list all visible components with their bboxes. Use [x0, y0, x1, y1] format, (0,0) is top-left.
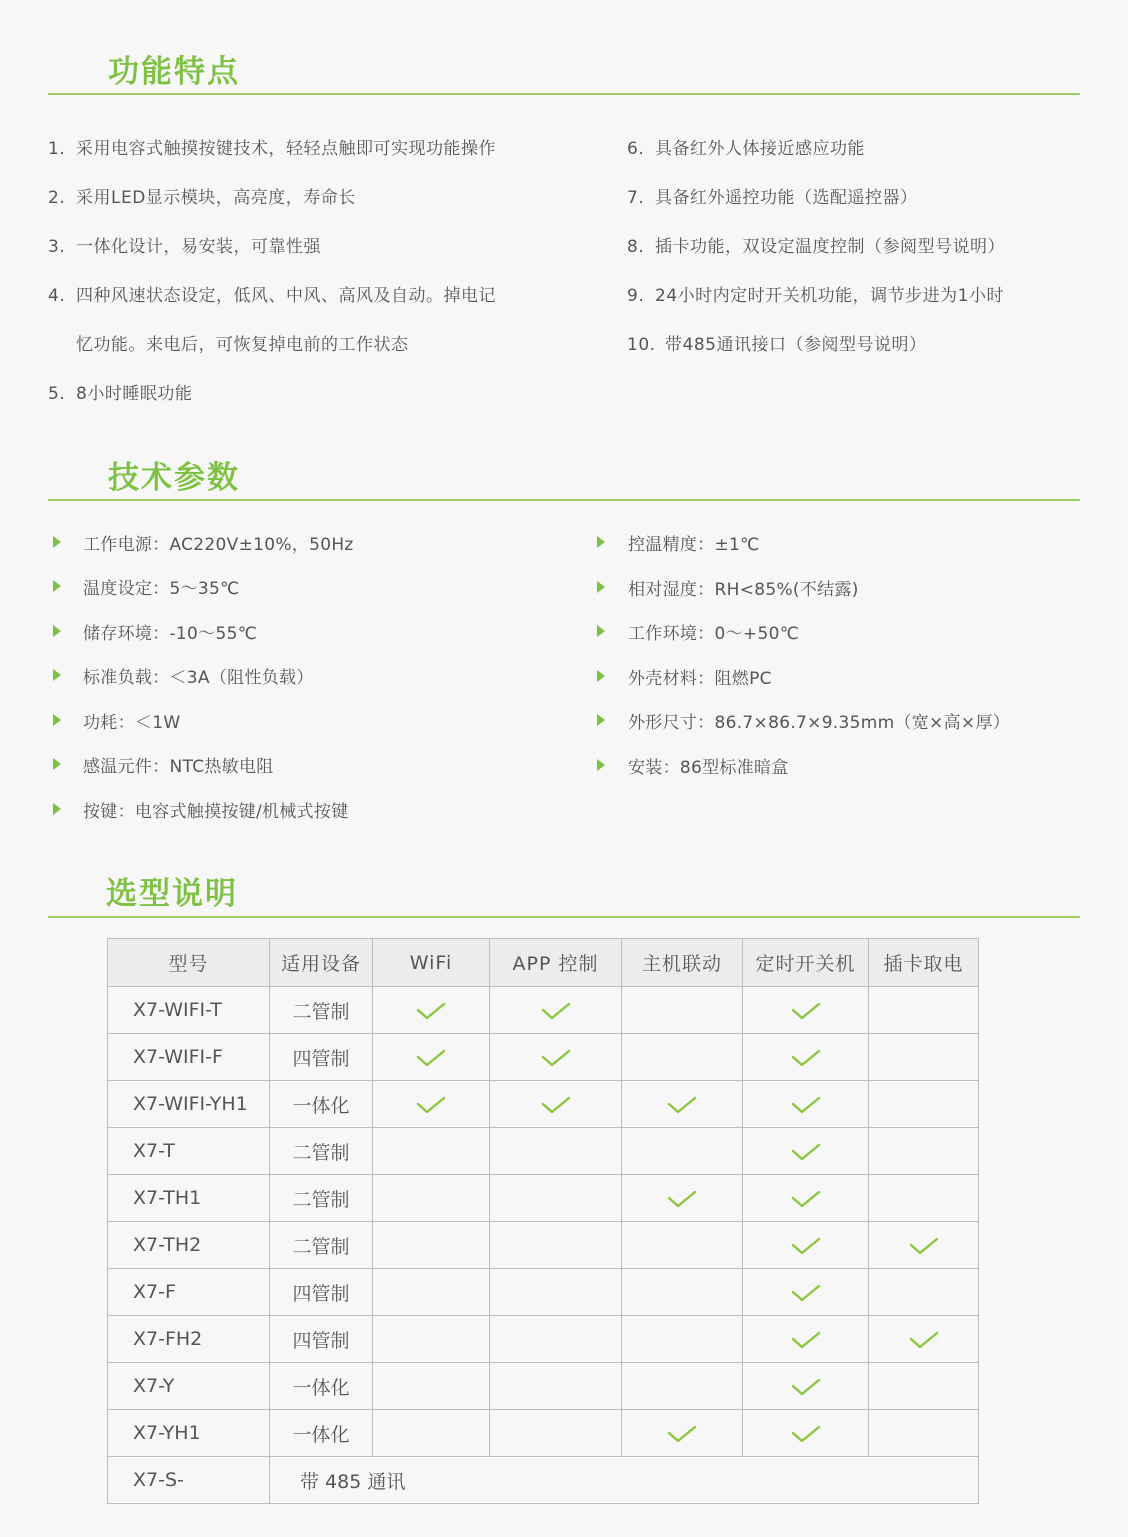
- feature-item-8: 8. 插卡功能，双设定温度控制（参阅型号说明）: [627, 237, 1005, 257]
- feature-cell: [869, 1175, 979, 1222]
- device-cell: 二管制: [270, 1175, 373, 1222]
- feature-cell: [869, 1316, 979, 1363]
- feature-cell: [373, 1034, 490, 1081]
- feature-item-5: 5. 8小时睡眠功能: [48, 384, 193, 404]
- table-row: [108, 1410, 979, 1457]
- spec-material: 外壳材料：阻燃PC: [628, 669, 772, 689]
- feature-item-9: 9. 24小时内定时开关机功能，调节步进为1小时: [627, 286, 1004, 306]
- feature-item-3: 3. 一体化设计，易安装，可靠性强: [48, 237, 321, 257]
- model-cell: X7-T: [108, 1128, 270, 1175]
- model-cell: X7-Y: [108, 1363, 270, 1410]
- device-cell: 四管制: [270, 1034, 373, 1081]
- feature-cell: [490, 1222, 622, 1269]
- bullet-icon: [597, 581, 605, 593]
- feature-cell: [622, 1175, 743, 1222]
- selection-title: 选型说明: [106, 876, 238, 912]
- device-cell: 四管制: [270, 1269, 373, 1316]
- check-icon: [791, 1377, 821, 1397]
- feature-cell: [490, 1175, 622, 1222]
- feature-cell: [743, 1363, 869, 1410]
- bullet-icon: [53, 714, 61, 726]
- table-row: [108, 1034, 979, 1081]
- feature-cell: [490, 987, 622, 1034]
- header-device: 适用设备: [270, 939, 373, 987]
- model-cell: X7-WIFI-YH1: [108, 1081, 270, 1128]
- check-icon: [791, 1189, 821, 1209]
- feature-cell: [373, 1222, 490, 1269]
- feature-cell: [743, 1410, 869, 1457]
- feature-cell: [622, 1034, 743, 1081]
- feature-cell: [373, 1128, 490, 1175]
- feature-cell: [869, 1128, 979, 1175]
- feature-item-6: 6. 具备红外人体接近感应功能: [627, 139, 865, 159]
- spec-dimensions: 外形尺寸：86.7×86.7×9.35mm（宽×高×厚）: [628, 713, 1011, 733]
- bullet-icon: [53, 625, 61, 637]
- check-icon: [791, 1142, 821, 1162]
- device-cell: 二管制: [270, 1128, 373, 1175]
- feature-cell: [490, 1363, 622, 1410]
- table-row: [108, 1363, 979, 1410]
- model-cell: X7-WIFI-F: [108, 1034, 270, 1081]
- spec-sensor: 感温元件：NTC热敏电阻: [83, 757, 274, 777]
- bullet-icon: [53, 536, 61, 548]
- feature-item-4: 4. 四种风速状态设定，低风、中风、高风及自动。掉电记: [48, 286, 496, 306]
- feature-cell: [490, 1410, 622, 1457]
- model-cell: X7-S-: [108, 1457, 270, 1504]
- feature-cell: [622, 1269, 743, 1316]
- check-icon: [791, 1424, 821, 1444]
- feature-cell: [373, 1081, 490, 1128]
- header-timer: 定时开关机: [743, 939, 869, 987]
- table-row: [108, 1128, 979, 1175]
- table-row: [108, 1222, 979, 1269]
- feature-cell: [373, 1269, 490, 1316]
- feature-cell: [490, 1269, 622, 1316]
- check-icon: [791, 1048, 821, 1068]
- feature-item-10: 10. 带485通讯接口（参阅型号说明）: [627, 335, 927, 355]
- feature-cell: [373, 1410, 490, 1457]
- spec-accuracy: 控温精度：±1℃: [628, 535, 760, 555]
- spec-humidity: 相对湿度：RH<85%(不结露): [628, 580, 859, 600]
- feature-cell: [743, 1316, 869, 1363]
- check-icon: [791, 1236, 821, 1256]
- features-divider: [48, 93, 1080, 95]
- feature-cell: [869, 1081, 979, 1128]
- feature-item-2: 2. 采用LED显示模块，高亮度，寿命长: [48, 188, 356, 208]
- spec-installation: 安装：86型标准暗盒: [628, 758, 789, 778]
- check-icon: [791, 1330, 821, 1350]
- spec-load: 标准负载：＜3A（阻性负载）: [83, 668, 314, 688]
- model-cell: X7-FH2: [108, 1316, 270, 1363]
- feature-cell: [622, 1316, 743, 1363]
- check-icon: [416, 1095, 446, 1115]
- model-cell: X7-F: [108, 1269, 270, 1316]
- device-cell: 一体化: [270, 1410, 373, 1457]
- rs485-note-cell: 带 485 通讯: [270, 1457, 979, 1504]
- spec-power-consumption: 功耗：＜1W: [83, 713, 181, 733]
- feature-cell: [869, 1410, 979, 1457]
- feature-cell: [490, 1081, 622, 1128]
- feature-cell: [622, 1222, 743, 1269]
- bullet-icon: [597, 625, 605, 637]
- feature-cell: [622, 1081, 743, 1128]
- check-icon: [909, 1330, 939, 1350]
- feature-cell: [373, 1175, 490, 1222]
- check-icon: [416, 1001, 446, 1021]
- feature-cell: [743, 1081, 869, 1128]
- bullet-icon: [53, 669, 61, 681]
- feature-cell: [622, 1410, 743, 1457]
- table-row: [108, 987, 979, 1034]
- device-cell: 二管制: [270, 987, 373, 1034]
- model-cell: X7-TH2: [108, 1222, 270, 1269]
- feature-cell: [622, 987, 743, 1034]
- header-app-control: APP 控制: [490, 939, 622, 987]
- bullet-icon: [597, 536, 605, 548]
- check-icon: [791, 1001, 821, 1021]
- check-icon: [909, 1236, 939, 1256]
- specs-divider: [48, 499, 1080, 501]
- feature-cell: [869, 1222, 979, 1269]
- check-icon: [667, 1095, 697, 1115]
- check-icon: [667, 1424, 697, 1444]
- device-cell: 二管制: [270, 1222, 373, 1269]
- feature-cell: [622, 1128, 743, 1175]
- feature-cell: [490, 1316, 622, 1363]
- selection-divider: [48, 916, 1080, 918]
- feature-cell: [743, 1175, 869, 1222]
- check-icon: [541, 1048, 571, 1068]
- check-icon: [791, 1283, 821, 1303]
- feature-cell: [743, 1269, 869, 1316]
- feature-cell: [869, 1034, 979, 1081]
- table-row: [108, 1081, 979, 1128]
- check-icon: [541, 1095, 571, 1115]
- spec-working-env: 工作环境：0～+50℃: [628, 624, 800, 644]
- feature-item-4-cont: 忆功能。来电后，可恢复掉电前的工作状态: [76, 335, 409, 355]
- feature-cell: [869, 1363, 979, 1410]
- feature-cell: [373, 1316, 490, 1363]
- spec-temp-setting: 温度设定：5～35℃: [83, 579, 240, 599]
- features-title: 功能特点: [108, 54, 240, 90]
- header-card-power: 插卡取电: [869, 939, 979, 987]
- bullet-icon: [53, 803, 61, 815]
- bullet-icon: [597, 670, 605, 682]
- model-cell: X7-YH1: [108, 1410, 270, 1457]
- feature-cell: [743, 987, 869, 1034]
- bullet-icon: [597, 759, 605, 771]
- table-row-last: [108, 1457, 979, 1504]
- feature-item-1: 1. 采用电容式触摸按键技术，轻轻点触即可实现功能操作: [48, 139, 496, 159]
- feature-cell: [490, 1128, 622, 1175]
- feature-cell: [373, 987, 490, 1034]
- bullet-icon: [53, 580, 61, 592]
- check-icon: [791, 1095, 821, 1115]
- device-cell: 一体化: [270, 1081, 373, 1128]
- bullet-icon: [53, 758, 61, 770]
- check-icon: [667, 1189, 697, 1209]
- feature-cell: [490, 1034, 622, 1081]
- feature-cell: [622, 1363, 743, 1410]
- table-row: [108, 1316, 979, 1363]
- spec-power: 工作电源：AC220V±10%，50Hz: [83, 535, 354, 555]
- header-model: 型号: [108, 939, 270, 987]
- check-icon: [541, 1001, 571, 1021]
- bullet-icon: [597, 714, 605, 726]
- header-host-linkage: 主机联动: [622, 939, 743, 987]
- header-wifi: WiFi: [373, 939, 490, 987]
- table-header-row: [108, 939, 979, 987]
- check-icon: [416, 1048, 446, 1068]
- feature-cell: [743, 1222, 869, 1269]
- specs-title: 技术参数: [108, 460, 240, 496]
- feature-cell: [743, 1034, 869, 1081]
- model-selection-table: [107, 938, 979, 1504]
- device-cell: 四管制: [270, 1316, 373, 1363]
- feature-cell: [743, 1128, 869, 1175]
- spec-storage: 储存环境：-10～55℃: [83, 624, 258, 644]
- feature-cell: [373, 1363, 490, 1410]
- table-row: [108, 1175, 979, 1222]
- feature-cell: [869, 1269, 979, 1316]
- feature-cell: [869, 987, 979, 1034]
- feature-item-7: 7. 具备红外遥控功能（选配遥控器）: [627, 188, 918, 208]
- spec-keys: 按键：电容式触摸按键/机械式按键: [83, 802, 349, 822]
- table-row: [108, 1269, 979, 1316]
- model-cell: X7-WIFI-T: [108, 987, 270, 1034]
- device-cell: 一体化: [270, 1363, 373, 1410]
- model-cell: X7-TH1: [108, 1175, 270, 1222]
